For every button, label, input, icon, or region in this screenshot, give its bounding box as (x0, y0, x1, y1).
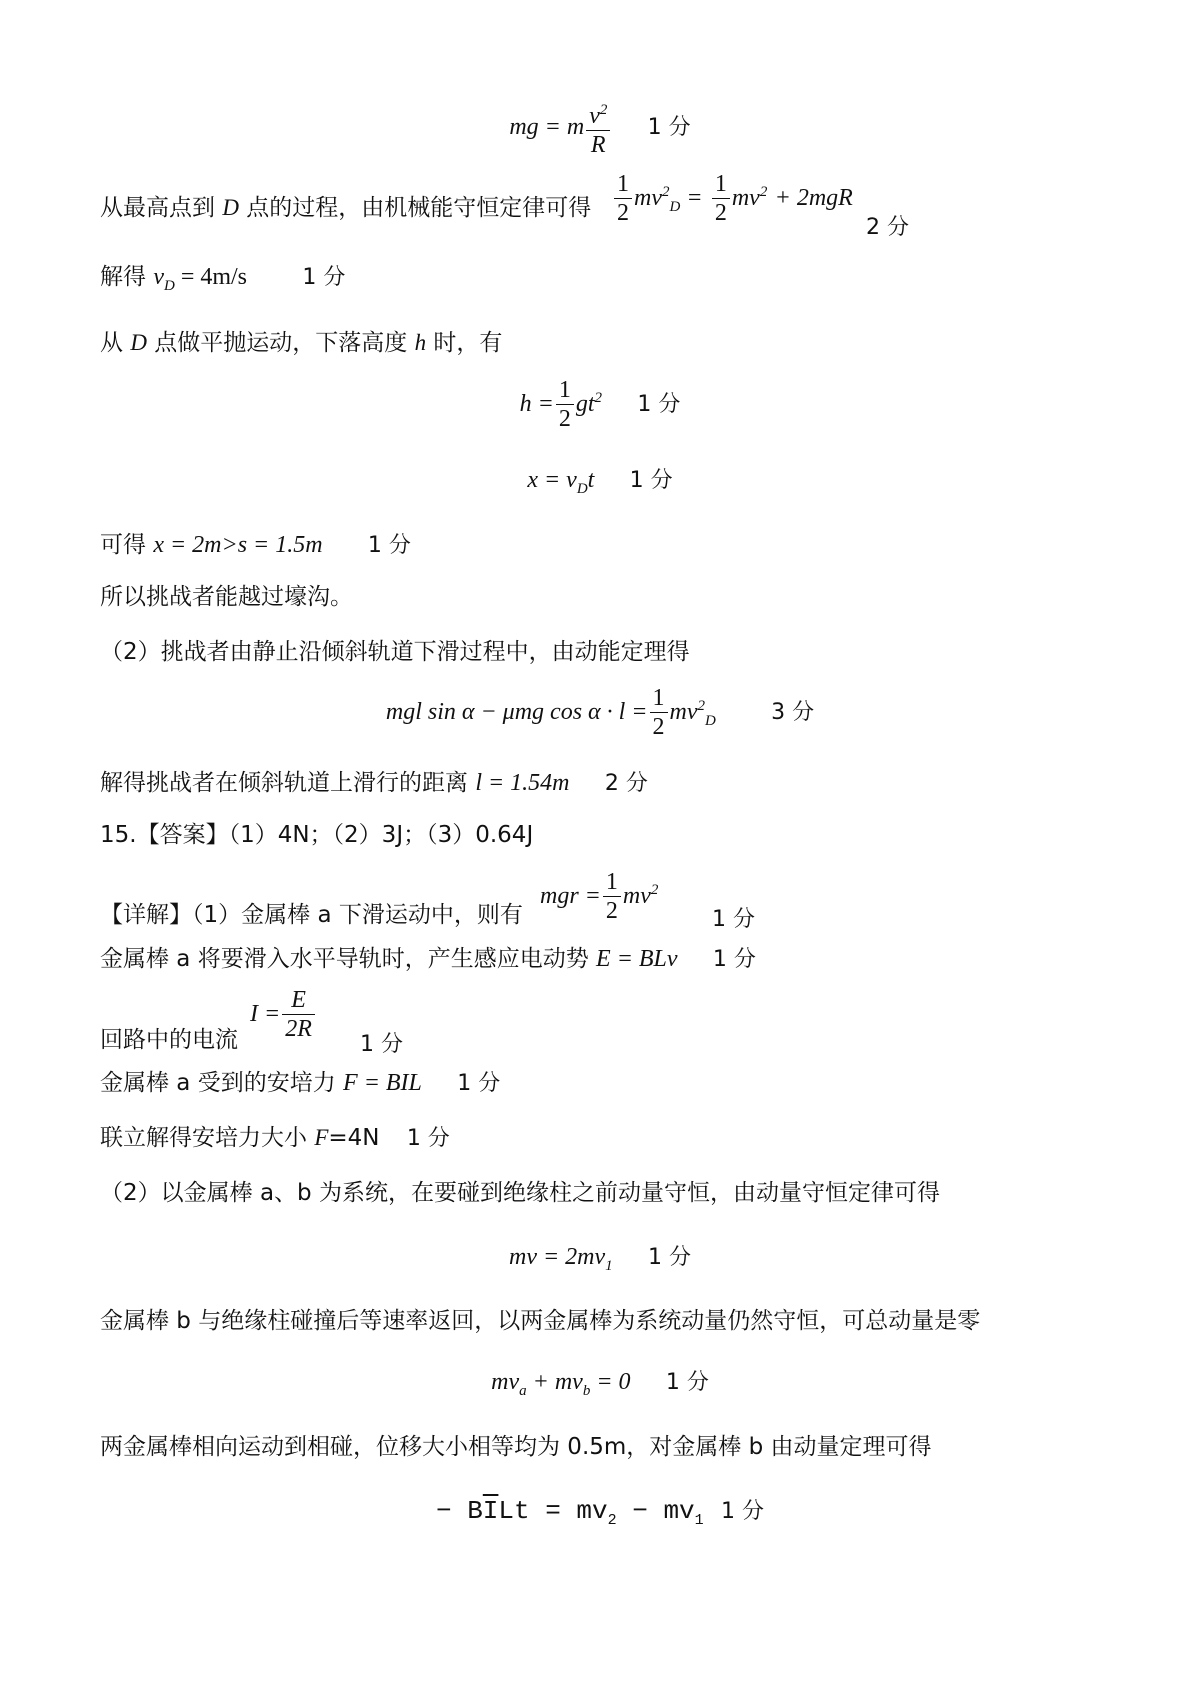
eq-term: $mv^2$ (622, 882, 659, 909)
eq-fraction: $\frac{v^2}{R}$ (586, 96, 610, 159)
eq-term: = 0 (596, 1369, 631, 1395)
math-var: F (314, 1125, 329, 1150)
text-line-conclusion: 所以挑战者能越过壕沟。 (100, 584, 353, 610)
text-span: 金属棒 a 受到的安培力 (100, 1070, 336, 1096)
text-line-projectile (100, 328, 502, 358)
score-label: 1 分 (647, 1245, 691, 1270)
score-label: 1 分 (629, 468, 673, 493)
eq-term: = 4m/s (180, 264, 248, 290)
text-span: 点做平抛运动，下落高度 (154, 330, 408, 356)
num: 1 (712, 170, 730, 199)
score-label: 2 分 (866, 215, 909, 240)
eq-term: + 2mgR (774, 185, 853, 211)
text-line-part2: （2）挑战者由静止沿倾斜轨道下滑过程中，由动能定理得 (100, 639, 690, 665)
text-span: 金属棒 a 将要滑入水平导轨时，产生感应电动势 (100, 946, 589, 972)
text-line-detail (100, 900, 523, 930)
eq-term: $mv_a + mv_b = 0$ (491, 1369, 631, 1399)
frac-half (650, 684, 668, 741)
eq-term: $mv^2_D$ (669, 698, 716, 729)
score-label: 1 分 (721, 1499, 764, 1524)
text-line-current (100, 1025, 238, 1055)
math-var: D (130, 330, 147, 355)
eq-term: l = 1.54m (475, 770, 570, 796)
text-span: 时，有 (433, 330, 503, 356)
text-line-ampere-force (100, 1068, 500, 1099)
score-label: 1 分 (367, 533, 411, 558)
equation-momentum (0, 1240, 1200, 1275)
eq-term: x = v (527, 467, 577, 493)
text-span: 从 (100, 330, 123, 356)
eq-vd: $v_D = 4m/s$ (153, 264, 248, 294)
eq-term: − B (435, 1496, 483, 1526)
equation-energy (612, 170, 853, 227)
eq-term: $\overline{I}$ (482, 1496, 499, 1526)
eq-x: $x = v_Dt$ (527, 467, 595, 497)
frac-half (614, 170, 632, 227)
frac-half (603, 868, 621, 925)
den: 2 (617, 200, 629, 226)
eq-term: gt (575, 391, 595, 417)
den: 2 (605, 898, 618, 924)
eq-num: v (589, 103, 600, 129)
text-line-emf (100, 944, 756, 975)
text-span: 联立解得安培力大小 (100, 1125, 307, 1151)
num: E (282, 986, 315, 1015)
den: 2 (714, 200, 727, 226)
eq-term: + mv (532, 1369, 583, 1395)
den: 2 (652, 714, 665, 740)
text-span: 解得挑战者在倾斜轨道上滑行的距离 (100, 770, 468, 796)
text-span: 点的过程，由机械能守恒定律可得 (246, 195, 592, 221)
text-span: 从最高点到 (100, 195, 215, 221)
eq-term: Lt = mv (498, 1496, 608, 1526)
eq-term: − mv (632, 1496, 695, 1526)
eq-term: mv = $2mv_1$ (509, 1244, 613, 1274)
math-var: D (222, 195, 239, 220)
num: 1 (556, 376, 574, 405)
equation-zero-momentum (0, 1365, 1200, 1400)
frac-half (556, 376, 574, 433)
eq-term: mgl sin α − μmg cos α · l = (385, 699, 648, 725)
text-span: 解得 (100, 264, 146, 290)
equation-centripetal (0, 96, 1200, 159)
eq-term: mgr = (540, 883, 601, 909)
eq-term: $mv^2$ (731, 184, 768, 211)
text-line-result-x (100, 530, 411, 561)
score-label: 1 分 (637, 392, 681, 417)
eq-term: $mv^2_D$ = (634, 184, 703, 215)
text-span: 回路中的电流 (100, 1027, 238, 1053)
math-var: h (414, 330, 427, 355)
score-label: 3 分 (771, 700, 815, 725)
score-label: 1 分 (406, 1126, 450, 1151)
frac-current (282, 986, 315, 1043)
num: 1 (650, 684, 668, 713)
equation-current (250, 986, 317, 1043)
score-label: 1 分 (712, 947, 756, 972)
score-label: 1 分 (457, 1071, 501, 1096)
eq-term: − $B\overline{I}Lt = mv_2 - mv_1$ (435, 1496, 704, 1530)
text-line-part2-momentum: （2）以金属棒 a、b 为系统，在要碰到绝缘柱之前动量守恒，由动量守恒定律可得 (100, 1180, 940, 1206)
equation-mgr (540, 868, 658, 925)
score-label: 1 分 (712, 907, 755, 932)
equation-impulse (0, 1494, 1200, 1529)
text-line-impulse: 两金属棒相向运动到相碰，位移大小相等均为 0.5m，对金属棒 b 由动量定理可得 (100, 1434, 932, 1460)
text-line-energy-conservation (100, 193, 591, 223)
score-label: 2 分 (604, 771, 648, 796)
text-line-slide-distance (100, 768, 648, 799)
equation-work-energy (0, 684, 1200, 741)
score-label: 1 分 (647, 115, 691, 140)
equation-horizontal-distance (0, 463, 1200, 498)
eq-term: t (587, 467, 595, 493)
eq-term: mv = 2mv (509, 1244, 606, 1270)
text-line-force-magnitude (100, 1123, 450, 1154)
text-span: =4N (328, 1125, 380, 1151)
text-span: 可得 (100, 532, 146, 558)
frac-half (712, 170, 730, 227)
score-label: 1 分 (665, 1370, 709, 1395)
eq-term: F = BIL (343, 1070, 422, 1096)
eq-den: R (590, 132, 606, 158)
eq-term: $gt^2$ (575, 390, 603, 417)
den: 2 (558, 406, 571, 432)
score-label: 1 分 (360, 1032, 403, 1057)
text-span: 【详解】（1）金属棒 a 下滑运动中，则有 (100, 902, 523, 928)
eq-term: h = (519, 391, 554, 417)
den: 2R (285, 1016, 312, 1042)
eq-term: E = BLv (596, 946, 678, 972)
text-line-solve-vd (100, 262, 345, 301)
eq-mg-left: mg = m (509, 114, 585, 140)
equation-fall-height (0, 376, 1200, 433)
score-label: 1 分 (302, 265, 346, 290)
eq-term: mv (491, 1369, 520, 1395)
eq-term: x = 2m>s = 1.5m (153, 532, 323, 558)
answer-heading: 15.【答案】（1）4N；（2）3J；（3）0.64J (100, 822, 534, 848)
eq-term: I = (250, 1001, 281, 1027)
num: 1 (603, 868, 621, 897)
text-line-collision: 金属棒 b 与绝缘柱碰撞后等速率返回，以两金属棒为系统动量仍然守恒，可总动量是零 (100, 1308, 981, 1334)
num: 1 (614, 170, 632, 199)
